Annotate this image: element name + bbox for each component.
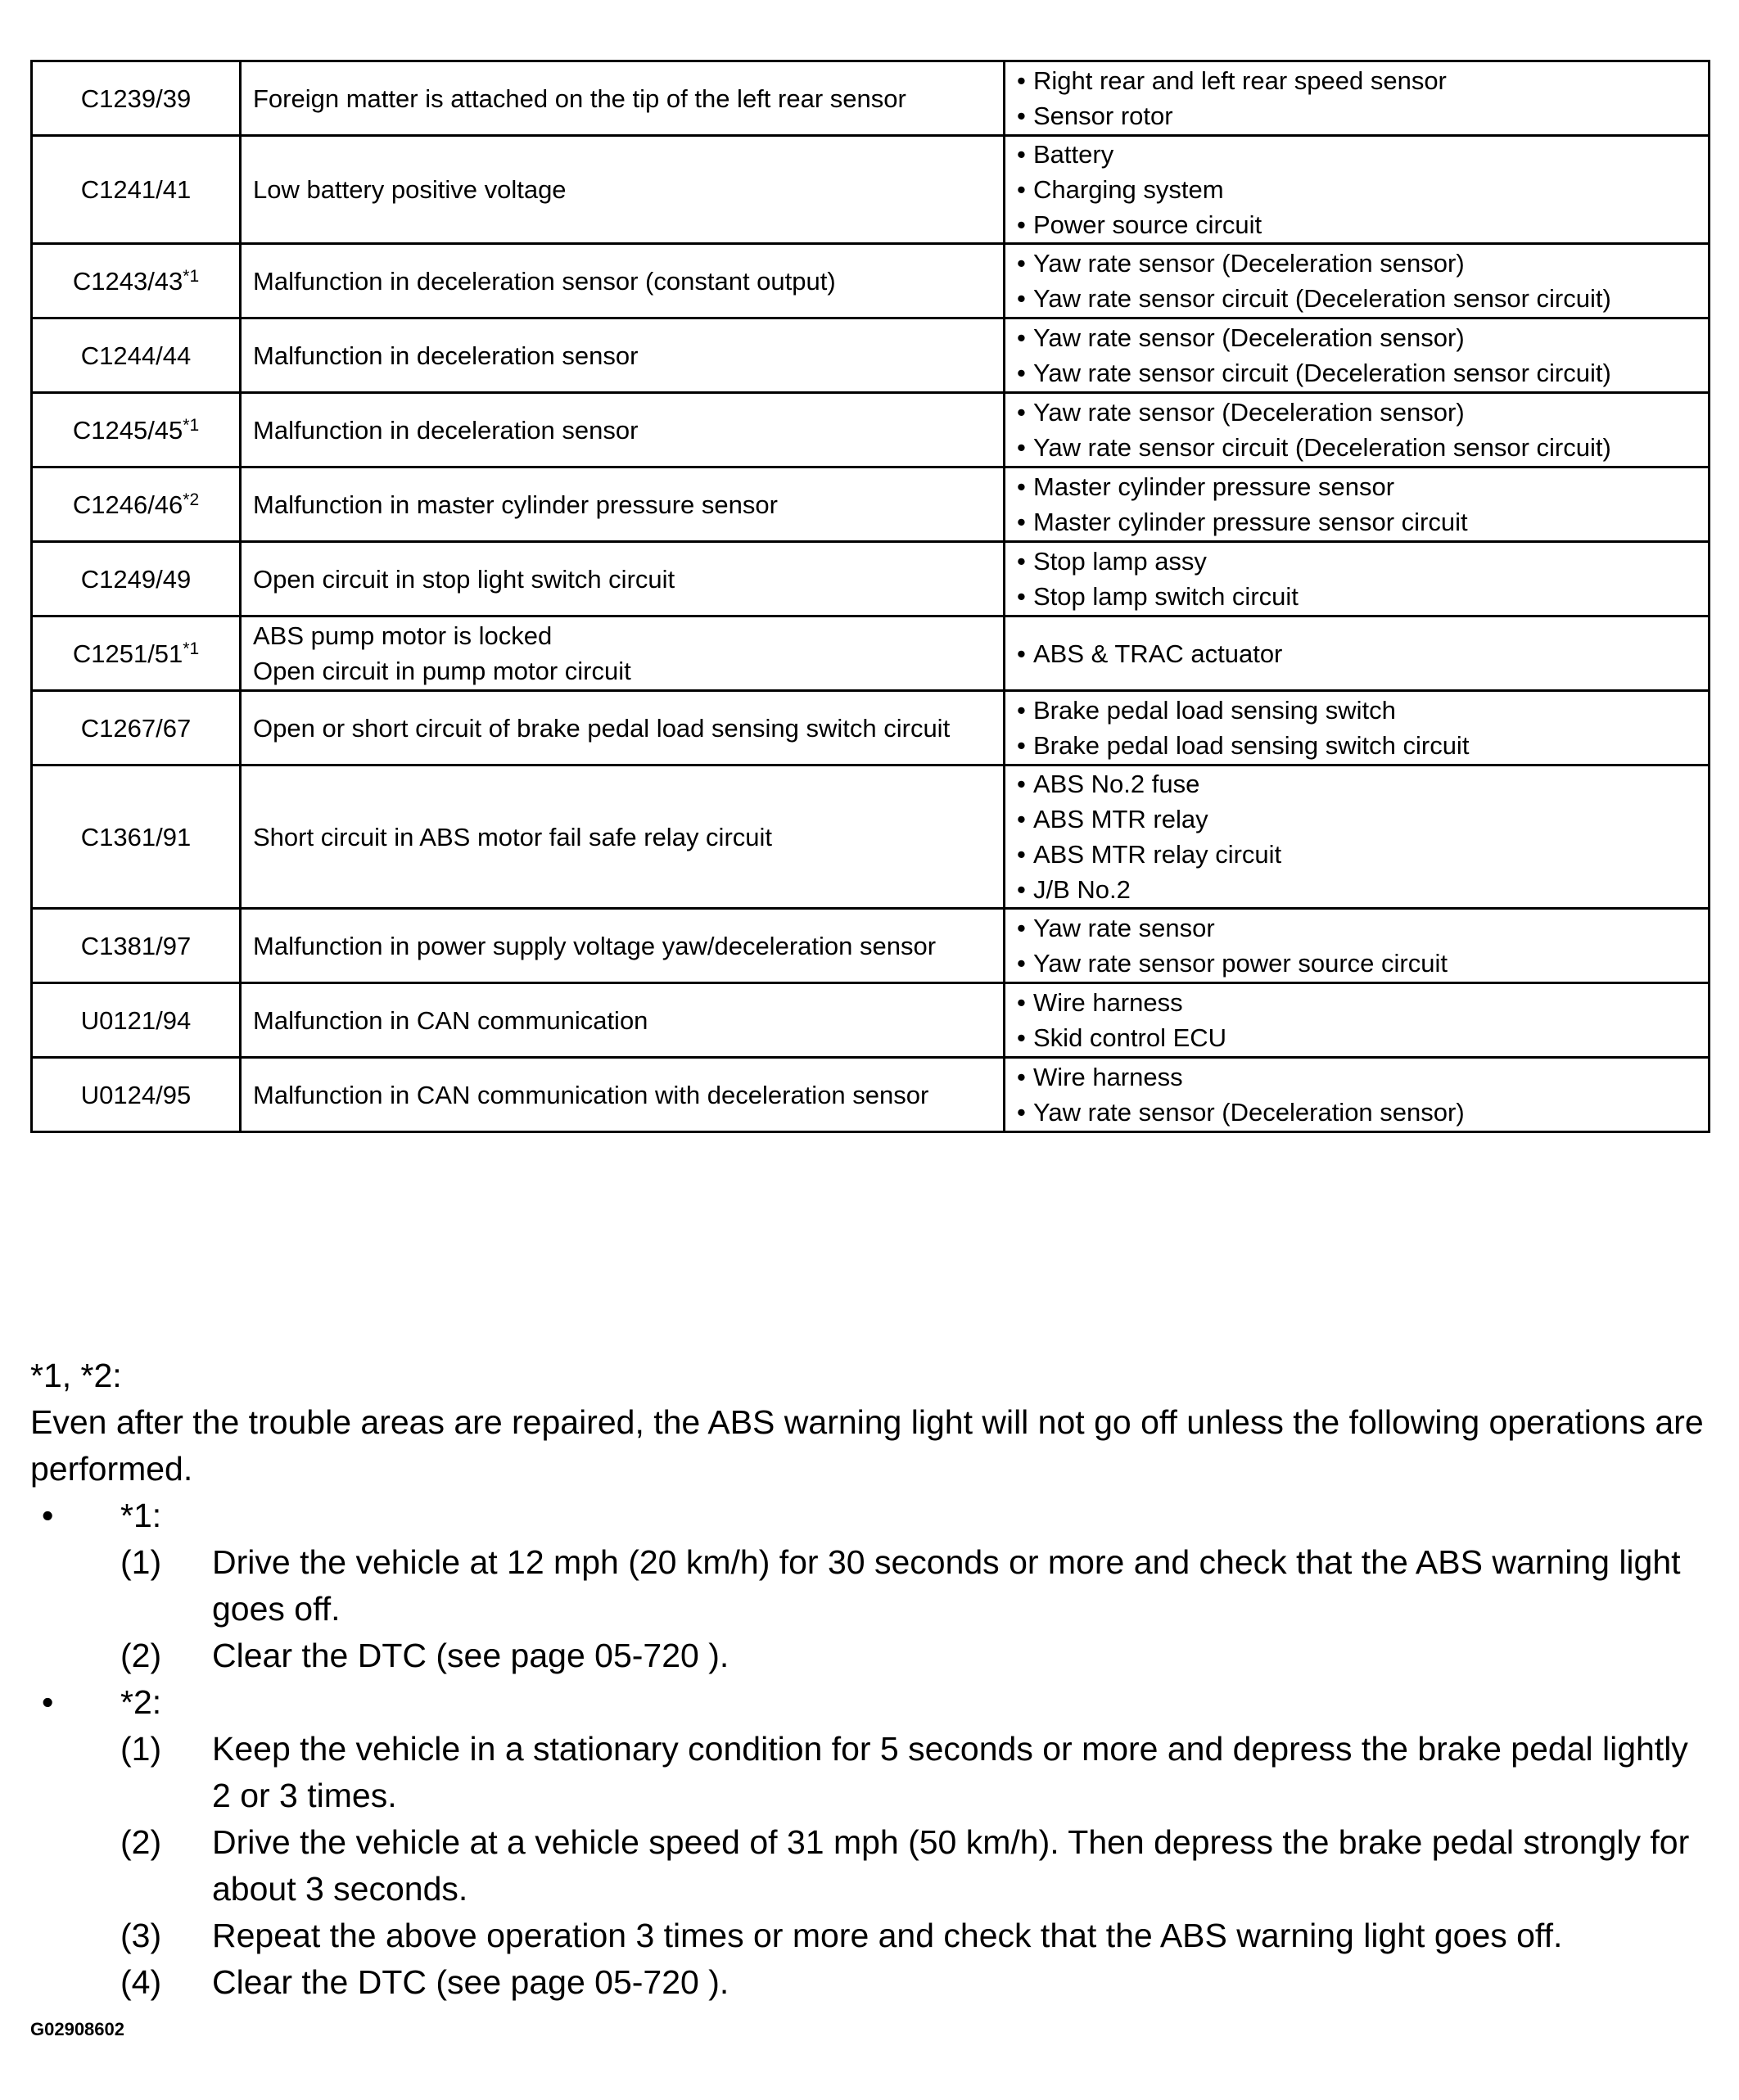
detection-item-cell	[241, 983, 1005, 1058]
detection-item-text: Low battery positive voltage	[253, 175, 567, 204]
dtc-code: C1381/97	[80, 931, 192, 960]
detection-item-text: Malfunction in deceleration sensor	[253, 415, 639, 445]
trouble-area-item: • ABS No.2 fuse	[1017, 766, 1696, 802]
step-number: (4)	[120, 1963, 162, 2001]
trouble-area-cell	[1005, 542, 1710, 616]
detection-item-text: Open circuit in pump motor circuit	[253, 657, 631, 685]
trouble-area-list	[1017, 985, 1696, 1055]
procedure-step	[30, 1539, 1710, 1633]
trouble-area-item: • J/B No.2	[1017, 872, 1696, 907]
trouble-area-item: • Yaw rate sensor circuit (Deceleration sensor circuit)	[1017, 281, 1696, 316]
step-number: (3)	[120, 1917, 162, 1954]
trouble-area-cell	[1005, 1058, 1710, 1132]
detection-item-text: Open or short circuit of brake pedal load sensing switch circuit	[253, 713, 951, 743]
trouble-area-cell	[1005, 136, 1710, 244]
trouble-area-cell	[1005, 393, 1710, 467]
note-reference-row	[30, 1493, 1710, 1539]
detection-item-cell	[241, 1058, 1005, 1132]
footnote-marker: *1	[183, 639, 200, 658]
dtc-code-cell	[32, 318, 241, 393]
detection-item-text: ABS pump motor is locked	[253, 621, 553, 650]
detection-item-cell	[241, 318, 1005, 393]
note-reference: *1:	[120, 1497, 162, 1534]
trouble-area-list	[1017, 469, 1696, 540]
detection-item-cell	[241, 909, 1005, 983]
dtc-code: C1249/49	[80, 564, 192, 594]
trouble-area-list	[1017, 636, 1696, 671]
trouble-area-cell	[1005, 983, 1710, 1058]
dtc-code-cell	[32, 1058, 241, 1132]
trouble-area-cell	[1005, 61, 1710, 136]
dtc-table	[30, 60, 1710, 1133]
trouble-area-item: • Yaw rate sensor circuit (Deceleration sensor circuit)	[1017, 355, 1696, 391]
trouble-area-item: • ABS MTR relay	[1017, 802, 1696, 837]
dtc-code-cell	[32, 983, 241, 1058]
step-text: Repeat the above operation 3 times or more and check that the ABS warning light goes off.	[212, 1917, 1563, 1954]
note-reference-row	[30, 1679, 1710, 1726]
trouble-area-item: • Right rear and left rear speed sensor	[1017, 63, 1696, 98]
footnote-marker: *1	[183, 266, 200, 286]
trouble-area-item: • Master cylinder pressure sensor circuit	[1017, 504, 1696, 540]
trouble-area-item: • Charging system	[1017, 172, 1696, 207]
note-group	[30, 1493, 1710, 1679]
dtc-code: C1267/67	[80, 713, 192, 743]
dtc-code: C1239/39	[80, 84, 192, 113]
trouble-area-item: • Brake pedal load sensing switch	[1017, 693, 1696, 728]
procedure-step	[30, 1819, 1710, 1913]
detection-item-cell	[241, 136, 1005, 244]
trouble-area-item: • ABS MTR relay circuit	[1017, 837, 1696, 872]
step-text: Drive the vehicle at a vehicle speed of 31 mph (50 km/h). Then depress the brake pedal strongly for about 3 seconds.	[212, 1823, 1690, 1908]
detection-item-cell	[241, 542, 1005, 616]
trouble-area-cell	[1005, 909, 1710, 983]
trouble-area-cell	[1005, 616, 1710, 691]
trouble-area-item: • Skid control ECU	[1017, 1020, 1696, 1055]
notes-header: *1, *2:	[30, 1357, 122, 1394]
dtc-code-cell	[32, 393, 241, 467]
detection-item-text: Malfunction in deceleration sensor	[253, 341, 639, 370]
trouble-area-item: • Yaw rate sensor	[1017, 910, 1696, 946]
trouble-area-list	[1017, 766, 1696, 907]
footnote-marker: *1	[183, 415, 200, 435]
dtc-code: U0121/94	[80, 1005, 192, 1035]
detection-item-cell	[241, 244, 1005, 318]
dtc-code-cell	[32, 616, 241, 691]
trouble-area-item: • Yaw rate sensor (Deceleration sensor)	[1017, 395, 1696, 430]
trouble-area-list	[1017, 1059, 1696, 1130]
notes-intro: Even after the trouble areas are repaired, the ABS warning light will not go off unless the following operations are performed.	[30, 1403, 1704, 1488]
dtc-code: C1243/43	[72, 266, 183, 296]
procedure-step	[30, 1633, 1710, 1679]
dtc-code: U0124/95	[80, 1080, 192, 1109]
trouble-area-item: • Yaw rate sensor (Deceleration sensor)	[1017, 246, 1696, 281]
trouble-area-item: • Stop lamp assy	[1017, 544, 1696, 579]
bullet-icon: •	[42, 1683, 54, 1721]
detection-item-text: Malfunction in CAN communication with deceleration sensor	[253, 1080, 929, 1109]
detection-item-text: Malfunction in master cylinder pressure sensor	[253, 490, 778, 519]
table-row	[32, 765, 1710, 909]
procedure-step	[30, 1726, 1710, 1819]
table-row	[32, 616, 1710, 691]
step-text: Keep the vehicle in a stationary condition for 5 seconds or more and depress the brake pedal lightly 2 or 3 times.	[212, 1730, 1688, 1814]
trouble-area-cell	[1005, 244, 1710, 318]
trouble-area-list	[1017, 693, 1696, 763]
trouble-area-list	[1017, 910, 1696, 981]
document-id: G02908602	[30, 2019, 124, 2039]
dtc-code-cell	[32, 909, 241, 983]
dtc-code-cell	[32, 765, 241, 909]
step-text: Drive the vehicle at 12 mph (20 km/h) for 30 seconds or more and check that the ABS warning light goes off.	[212, 1543, 1681, 1628]
table-row	[32, 542, 1710, 616]
dtc-code: C1241/41	[80, 175, 192, 204]
step-number: (2)	[120, 1823, 162, 1861]
detection-item-cell	[241, 765, 1005, 909]
step-text: Clear the DTC (see page 05-720 ).	[212, 1963, 729, 2001]
detection-item-cell	[241, 61, 1005, 136]
dtc-code: C1361/91	[80, 822, 192, 851]
detection-item-text: Malfunction in deceleration sensor (constant output)	[253, 266, 836, 296]
trouble-area-item: • Sensor rotor	[1017, 98, 1696, 133]
dtc-code-cell	[32, 691, 241, 765]
table-row	[32, 136, 1710, 244]
table-row	[32, 467, 1710, 542]
step-number: (2)	[120, 1637, 162, 1674]
trouble-area-cell	[1005, 765, 1710, 909]
table-row	[32, 318, 1710, 393]
note-reference: *2:	[120, 1683, 162, 1721]
trouble-area-item: • Wire harness	[1017, 1059, 1696, 1095]
footnote-marker: *2	[183, 490, 200, 509]
trouble-area-item: • Battery	[1017, 137, 1696, 172]
trouble-area-list	[1017, 395, 1696, 465]
trouble-area-item: • Wire harness	[1017, 985, 1696, 1020]
detection-item-text: Open circuit in stop light switch circuit	[253, 564, 675, 594]
detection-item-text: Short circuit in ABS motor fail safe relay circuit	[253, 822, 773, 851]
trouble-area-list	[1017, 137, 1696, 242]
trouble-area-cell	[1005, 691, 1710, 765]
trouble-area-item: • Power source circuit	[1017, 207, 1696, 242]
detection-item-text: Foreign matter is attached on the tip of the left rear sensor	[253, 84, 906, 113]
table-row	[32, 61, 1710, 136]
dtc-code: C1245/45	[72, 415, 183, 445]
table-row	[32, 393, 1710, 467]
trouble-area-item: • Brake pedal load sensing switch circuit	[1017, 728, 1696, 763]
step-text: Clear the DTC (see page 05-720 ).	[212, 1637, 729, 1674]
step-number: (1)	[120, 1730, 162, 1768]
procedure-step	[30, 1913, 1710, 1959]
dtc-code-cell	[32, 61, 241, 136]
dtc-code-cell	[32, 136, 241, 244]
detection-item-cell	[241, 691, 1005, 765]
dtc-code-cell	[32, 244, 241, 318]
table-row	[32, 1058, 1710, 1132]
trouble-area-cell	[1005, 467, 1710, 542]
dtc-code: C1251/51	[72, 639, 183, 668]
detection-item-cell	[241, 616, 1005, 691]
table-row	[32, 244, 1710, 318]
bullet-icon: •	[42, 1497, 54, 1534]
trouble-area-item: • ABS & TRAC actuator	[1017, 636, 1696, 671]
detection-item-text: Malfunction in CAN communication	[253, 1005, 648, 1035]
dtc-code-cell	[32, 467, 241, 542]
trouble-area-item: • Yaw rate sensor (Deceleration sensor)	[1017, 320, 1696, 355]
step-number: (1)	[120, 1543, 162, 1581]
trouble-area-list	[1017, 246, 1696, 316]
trouble-area-item: • Yaw rate sensor (Deceleration sensor)	[1017, 1095, 1696, 1130]
trouble-area-item: • Yaw rate sensor circuit (Deceleration sensor circuit)	[1017, 430, 1696, 465]
detection-item-text: Malfunction in power supply voltage yaw/deceleration sensor	[253, 931, 937, 960]
notes-groups	[30, 1493, 1710, 2006]
dtc-code: C1246/46	[72, 490, 183, 519]
trouble-area-list	[1017, 63, 1696, 133]
note-group	[30, 1679, 1710, 2006]
procedure-step	[30, 1959, 1710, 2006]
trouble-area-item: • Yaw rate sensor power source circuit	[1017, 946, 1696, 981]
trouble-area-list	[1017, 320, 1696, 391]
dtc-table-body	[32, 61, 1710, 1132]
trouble-area-item: • Stop lamp switch circuit	[1017, 579, 1696, 614]
detection-item-cell	[241, 393, 1005, 467]
table-row	[32, 909, 1710, 983]
dtc-code-cell	[32, 542, 241, 616]
notes-section	[30, 1353, 1710, 2006]
table-row	[32, 983, 1710, 1058]
trouble-area-cell	[1005, 318, 1710, 393]
trouble-area-item: • Master cylinder pressure sensor	[1017, 469, 1696, 504]
detection-item-cell	[241, 467, 1005, 542]
table-row	[32, 691, 1710, 765]
trouble-area-list	[1017, 544, 1696, 614]
dtc-code: C1244/44	[80, 341, 192, 370]
